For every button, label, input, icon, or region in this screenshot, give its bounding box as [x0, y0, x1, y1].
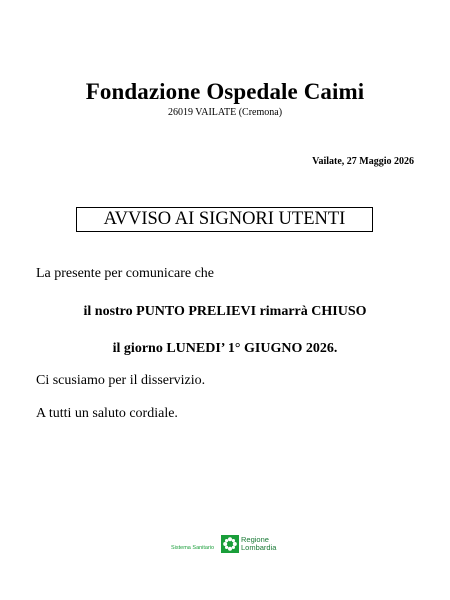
notice-title-box — [76, 207, 373, 232]
logo-lombardia-text: Lombardia — [241, 543, 277, 552]
regione-lombardia-logo — [166, 530, 284, 558]
organization-name: Fondazione Ospedale Caimi — [85, 79, 365, 104]
intro-text: La presente per comunicare che — [36, 266, 215, 281]
closure-date: il giorno LUNEDI’ 1° GIUGNO 2026. — [112, 341, 338, 356]
apology-text: Ci scusiamo per il disservizio. — [36, 373, 206, 388]
notice-title: AVVISO AI SIGNORI UTENTI — [103, 209, 346, 229]
closure-announcement: il nostro PUNTO PRELIEVI rimarrà CHIUSO — [83, 304, 367, 319]
logo-sistema-sanitario-text: Sistema Sanitario — [171, 545, 215, 551]
logo-regione-text: Regione — [241, 535, 269, 544]
greeting-text: A tutti un saluto cordiale. — [36, 406, 178, 421]
organization-address: 26019 VAILATE (Cremona) — [167, 107, 283, 118]
regione-lombardia-rose-icon — [221, 535, 239, 553]
document-date: Vailate, 27 Maggio 2026 — [312, 156, 414, 167]
